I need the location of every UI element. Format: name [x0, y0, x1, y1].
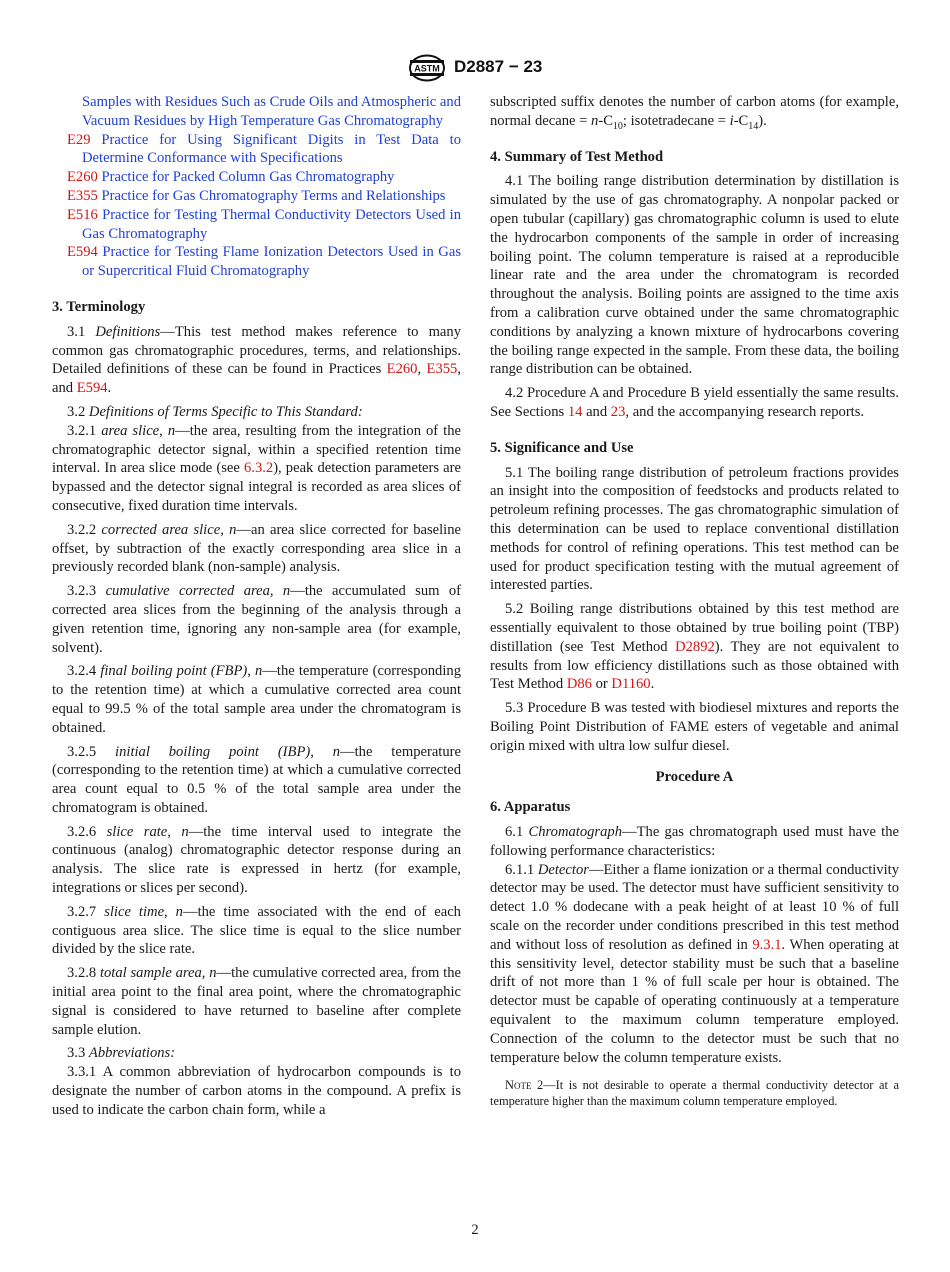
paragraph: 5.3 Procedure B was tested with biodiesel mixtures and reports the Boiling Point Distribution of FAME esters of vegetable and animal origin mixed with ultra low sulfur diesel. [490, 700, 899, 754]
paragraph: 4.2 Procedure A and Procedure B yield essentially the same results. See Sections 14 and 23, and the accompanying research reports. [490, 385, 899, 420]
reference-link[interactable]: E260 [67, 169, 98, 186]
reference-link[interactable]: E594 [67, 244, 98, 261]
procedure-heading: Procedure A [655, 768, 734, 785]
reference-link[interactable]: D1160 [611, 676, 651, 693]
section-link[interactable]: 6.3.2 [244, 460, 274, 477]
reference-link[interactable]: E516 [67, 206, 98, 223]
definition: 3.2.6 slice rate, n—the time interval used to integrate the continuous (analog) chromatographic detector response during an analysis. The slice rate is expressed in hertz (for example, integrations or slices per second). [52, 823, 461, 897]
section-heading-apparatus: 6. Apparatus [490, 799, 571, 816]
reference-link[interactable]: E260 [386, 361, 418, 378]
definition: 3.2.1 area slice, n—the area, resulting from the integration of the chromatographic detector signal, within a specified retention time interval. In area slice mode (see 6.3.2), peak detection parameters are bypassed and the detector signal integral is recorded as area slices of consecutive, fixed duration time intervals. [52, 422, 461, 514]
reference-link[interactable]: E29 [67, 131, 91, 148]
paragraph: 3.3.1 A common abbreviation of hydrocarbon compounds is to designate the number of carbon atoms in the compound. A prefix is used to indicate the carbon chain form, while a [52, 1064, 462, 1118]
section-heading-summary: 4. Summary of Test Method [490, 148, 664, 165]
left-column [52, 93, 461, 1120]
astm-logo [407, 54, 447, 82]
definition: 3.2.3 cumulative corrected area, n—the accumulated sum of corrected area slices from the beginning of the analysis through a given retention time, ignoring any non-sample area (for example, solvent). [52, 583, 461, 656]
section-link[interactable]: 14 [567, 403, 583, 420]
reference-item: E29 Practice for Using Significant Digits in Test Data to Determine Conformance with Specifications [67, 131, 461, 167]
section-link[interactable]: 9.3.1 [752, 936, 782, 953]
reference-link[interactable]: D2892 [675, 638, 715, 655]
paragraph: 6.1 Chromatograph—The gas chromatograph used must have the following performance characteristics: [490, 824, 899, 859]
section-heading-significance: 5. Significance and Use [490, 439, 634, 456]
note: Note 2—It is not desirable to operate a thermal conductivity detector at a temperature higher than the maximum column temperature employed. [490, 1078, 899, 1109]
standard-designation: D2887 − 23 [454, 57, 543, 76]
reference-item: E594 Practice for Testing Flame Ionization Detectors Used in Gas or Supercritical Fluid Chromatography [67, 244, 461, 280]
reference-link[interactable]: E355 [67, 187, 98, 204]
definition: 3.2.2 corrected area slice, n—an area slice corrected for baseline offset, by subtraction of the exactly corresponding area slice in a previously recorded blank (non-sample) analysis. [52, 521, 462, 576]
reference-item: Samples with Residues Such as Crude Oils and Atmospheric and Vacuum Residues by High Temperature Gas Chromatography [82, 94, 461, 129]
reference-item: E260 Practice for Packed Column Gas Chromatography [67, 169, 395, 186]
page-header [0, 54, 950, 84]
paragraph: 5.1 The boiling range distribution of petroleum fractions provides an insight into the composition of feedstocks and products related to petroleum refining processes. The gas chromatographic simulation of this determination can be used to replace conventional distillation methods for control of refining operations. This test method can be used for product specification testing with the mutual agreement of interested parties. [490, 464, 899, 594]
reference-item: E516 Practice for Testing Thermal Conductivity Detectors Used in Gas Chromatography [67, 206, 461, 242]
paragraph-continued: subscripted suffix denotes the number of carbon atoms (for example, normal decane = $n-C_{10}$; isotetradecane = $i-C_{14}$). [490, 94, 899, 132]
paragraph: 5.2 Boiling range distributions obtained by this test method are essentially equivalent to those obtained by true boiling point (TBP) distillation (see Test Method D2892). They are not equivalent to results from low efficiency distillations such as those obtained with Test Method D86 or D1160. [490, 601, 899, 693]
reference-link[interactable]: E355 [426, 361, 458, 378]
reference-item: E355 Practice for Gas Chromatography Terms and Relationships [67, 187, 446, 204]
paragraph: 3.3 Abbreviations: [67, 1045, 176, 1062]
definition: 3.2.5 initial boiling point (IBP), n—the temperature (corresponding to the retention time) at which a cumulative corrected area count equal to 0.5 % of the total sample area under the chromatogram is obtained. [52, 743, 461, 816]
paragraph: 3.2 Definitions of Terms Specific to This Standard: [67, 403, 363, 420]
definition: 3.2.4 final boiling point (FBP), n—the temperature (corresponding to the retention time) at which a cumulative corrected area count equal to 99.5 % of the total sample area under the chromatogram is obtained. [52, 663, 461, 736]
section-link[interactable]: 23 [610, 403, 626, 420]
page-number: 2 [471, 1222, 479, 1238]
right-column [490, 93, 899, 1109]
section-heading-terminology: 3. Terminology [52, 298, 146, 315]
definition: 3.2.8 total sample area, n—the cumulative corrected area, from the initial area point to the final area point, where the chromatographic signal is considered to have returned to baseline after complete sample elution. [52, 965, 461, 1038]
paragraph: 6.1.1 Detector—Either a flame ionization or a thermal conductivity detector may be used. The detector must have sufficient sensitivity to detect 1.0 % dodecane with a peak height of at least 10 % of full scale on the recorder under conditions prescribed in this test method and without loss of resolution as defined in 9.3.1. When operating at this sensitivity level, detector stability must be such that a baseline drift of not more than 1 % of full scale per hour is obtained. The detector must be capable of operating continuously at a temperature equivalent to the maximum column temperature employed. Connection of the column to the detector must be such that no temperature below the column temperature exists. [490, 861, 900, 1066]
definition: 3.2.7 slice time, n—the time associated with the end of each contiguous area slice. The slice time is equal to the slice number divided by the slice rate. [52, 903, 461, 958]
svg-text:ASTM: ASTM [414, 63, 440, 74]
reference-link[interactable]: D86 [566, 676, 592, 693]
paragraph: 3.1 Definitions—This test method makes reference to many common gas chromatographic procedures, terms, and relationships. Detailed definitions of these can be found in Practices E260, E355, and E594. [52, 323, 461, 397]
reference-link[interactable]: E594 [76, 380, 108, 397]
paragraph: 4.1 The boiling range distribution determination by distillation is simulated by the use of gas chromatography. A nonpolar packed or open tubular (capillary) gas chromatographic column is used to elute the hydrocarbon components of the sample in order of increasing boiling point. The column temperature is raised at a reproducible linear rate and the area under the chromatogram is recorded throughout the analysis. Boiling points are assigned to the time axis from a calibration curve obtained under the same chromatographic conditions by analyzing a known mixture of hydrocarbons covering the boiling range expected in the sample. From these data, the boiling range distribution can be obtained. [490, 173, 899, 378]
